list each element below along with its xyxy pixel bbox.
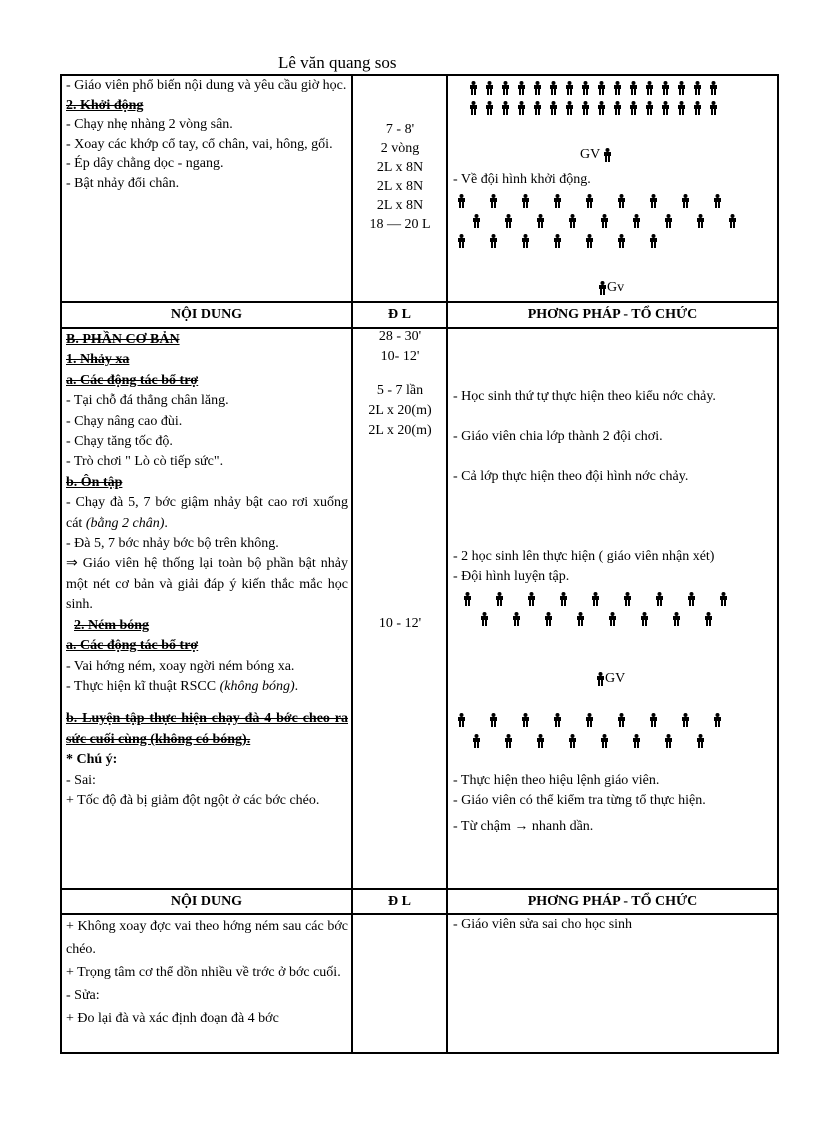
person-icon [617,713,626,727]
dl-value: 2L x 8N [376,179,424,194]
person-icon [504,214,513,228]
person-icon [649,234,658,248]
person-icon [713,194,722,208]
person-icon [596,672,605,686]
person-icon [649,194,658,208]
person-icon [581,81,590,95]
teacher-marker [598,280,624,296]
person-icon [613,101,622,115]
person-icon [533,81,542,95]
header-method: PHƠNG PHÁP - TỔ CHỨC [527,307,698,322]
formation-row [457,233,681,249]
intro-line: - Giáo viên phổ biến nội dung và yêu cầu giờ học. [66,78,347,93]
person-icon [696,734,705,748]
dl-value: 2L x 20(m) [368,403,432,418]
person-icon [504,734,513,748]
person-icon [521,194,530,208]
person-icon [623,592,632,606]
person-icon [597,81,606,95]
person-icon [585,194,594,208]
dl-value: 18 — 20 L [369,217,431,232]
person-icon [469,101,478,115]
person-icon [457,194,466,208]
method-text: - Từ chậm → nhanh dần. [453,819,594,834]
method-text: - Giáo viên có thể kiểm tra từng tổ thực hiện. [453,793,706,808]
method-text: - Học sinh thứ tự thực hiện theo kiểu nớc chảy. [453,389,716,404]
section1-content [66,76,348,193]
person-icon [553,713,562,727]
list-item: - Trò chơi " Lò cò tiếp sức". [66,454,224,470]
row-divider [60,888,779,890]
formation-row [472,213,760,229]
person-icon [565,101,574,115]
person-icon [549,81,558,95]
person-icon [565,81,574,95]
person-icon [649,713,658,727]
person-icon [457,234,466,248]
person-icon [696,214,705,228]
person-icon [681,713,690,727]
person-icon [591,592,600,606]
person-icon [681,194,690,208]
person-icon [617,194,626,208]
person-icon [585,234,594,248]
person-icon [536,214,545,228]
person-icon [501,81,510,95]
person-icon [632,214,641,228]
person-icon [463,592,472,606]
person-icon [693,101,702,115]
dl-value: 10 - 12' [378,616,422,631]
person-icon [632,734,641,748]
person-icon [719,592,728,606]
header-dl: Đ L [388,894,411,909]
person-icon [527,592,536,606]
person-icon [489,194,498,208]
person-icon [693,81,702,95]
person-icon [480,612,489,626]
method-text: - Thực hiện theo hiệu lệnh giáo viên. [453,773,660,788]
person-icon [629,101,638,115]
person-icon [603,148,612,162]
person-icon [608,612,617,626]
subsection-title: b. Luyện tập thực hiện chạy đà 4 bớc cheo ra sức cuối cùng (không có bóng). [66,711,348,747]
section1-dl [356,120,444,234]
person-icon [645,81,654,95]
teacher-label: GV [580,147,600,162]
person-icon [709,101,718,115]
person-icon [664,214,673,228]
person-icon [600,734,609,748]
section2-content [66,330,348,811]
list-item: - Chạy nhẹ nhàng 2 vòng sân. [66,117,233,132]
person-icon [585,713,594,727]
person-icon [600,214,609,228]
list-item: - Chạy tăng tốc độ. [66,434,173,450]
list-item: - Chạy nâng cao đùi. [66,413,183,429]
person-icon [672,612,681,626]
formation-row [463,591,751,607]
list-item: + Tốc độ đà bị giảm đột ngột ở các bớc chéo. [66,792,320,808]
teacher-label: GV [605,671,626,686]
border-bottom [60,1052,779,1054]
subsection-title: 1. Nhảy xa [66,352,130,368]
subsection-title: a. Các động tác bổ trợ [66,638,199,654]
method-text: - Đội hình luyện tập. [453,569,570,584]
dl-value: 7 - 8' [385,122,415,137]
formation-row [480,611,736,627]
header-method: PHƠNG PHÁP - TỔ CHỨC [527,894,698,909]
person-icon [728,214,737,228]
person-icon [536,734,545,748]
person-icon [533,101,542,115]
list-item: + Đo lại đà và xác định đoạn đà 4 bớc [66,1011,279,1026]
person-icon [489,713,498,727]
dl-value: 10- 12' [380,349,420,364]
list-item: - Sửa: [66,988,100,1003]
person-icon [568,214,577,228]
person-icon [664,734,673,748]
person-icon [713,713,722,727]
person-icon [521,234,530,248]
formation-row [469,100,725,116]
person-icon [677,101,686,115]
person-icon [568,734,577,748]
summary: ⇒ Giáo viên hệ thống lại toàn bộ phần bật nhảy một nét cơ bản và giải đáp ý kiến thắc mắc học sinh. [66,556,348,613]
person-icon [495,592,504,606]
person-icon [576,612,585,626]
page-header-author: Lê văn quang sos [278,53,397,72]
list-item: + Không xoay đợc vai theo hớng ném sau các bớc chéo. [66,919,348,957]
dl-value: 2L x 8N [376,198,424,213]
person-icon [485,101,494,115]
formation-row [457,193,745,209]
subsection-title: b. Ôn tập [66,474,123,490]
person-icon [661,101,670,115]
person-icon [661,81,670,95]
header-dl: Đ L [388,307,411,322]
person-icon [677,81,686,95]
person-icon [617,234,626,248]
person-icon [704,612,713,626]
lesson-table [60,74,779,1054]
arrow-right-icon: → [514,819,529,834]
person-icon [472,214,481,228]
list-item: - Thực hiện kĩ thuật RSCC (không bóng). [66,678,299,694]
person-icon [469,81,478,95]
teacher-marker [580,147,612,163]
person-icon [457,713,466,727]
person-icon [613,81,622,95]
person-icon [709,81,718,95]
person-icon [517,101,526,115]
subsection-title: 2. Ném bóng [74,617,150,633]
person-icon [501,101,510,115]
method-text: - Giáo viên sửa sai cho học sinh [453,917,633,932]
person-icon [597,101,606,115]
person-icon [472,734,481,748]
person-icon [598,281,607,295]
person-icon [645,101,654,115]
list-item: - Sai: [66,772,96,788]
list-item: + Trọng tâm cơ thể dồn nhiều về trớc ở bớc cuối. [66,965,341,980]
method-text: - Cả lớp thực hiện theo đội hình nớc chảy. [453,469,689,484]
list-item: - Vai hớng ném, xoay ngời ném bóng xa. [66,658,295,674]
note-title: * Chú ý: [66,752,118,768]
list-item: - Ép dây chằng dọc - ngang. [66,156,224,171]
person-icon [581,101,590,115]
section3-content [66,915,348,1030]
formation-row [469,80,725,96]
warmup-title: 2. Khởi động [66,97,144,113]
person-icon [553,194,562,208]
formation-note: - Về đội hình khởi động. [453,172,591,187]
person-icon [489,234,498,248]
person-icon [512,612,521,626]
header-content: NỘI DUNG [170,307,243,322]
list-item: - Xoay các khớp cổ tay, cổ chân, vai, hông, gối. [66,136,333,152]
subsection-title: a. Các động tác bổ trợ [66,372,199,388]
section2-dl [356,327,444,633]
header-content: NỘI DUNG [170,894,243,909]
dl-value: 2L x 20(m) [368,423,432,438]
dl-value: 2 vòng [380,141,420,156]
dl-value: 2L x 8N [376,160,424,175]
dl-value: 28 - 30' [378,329,422,344]
list-item: - Chạy đà 5, 7 bớc giậm nhảy bật cao rơi xuống cát (bằng 2 chân). [66,495,348,531]
person-icon [549,101,558,115]
person-icon [640,612,649,626]
arrow-icon: ⇒ [66,556,78,572]
person-icon [544,612,553,626]
list-item: - Đà 5, 7 bớc nhảy bớc bộ trên không. [66,536,279,552]
teacher-marker [596,671,625,687]
method-text: - 2 học sinh lên thực hiện ( giáo viên nhận xét) [453,549,715,564]
person-icon [687,592,696,606]
dl-value: 5 - 7 lần [376,383,424,398]
list-item: - Bật nhảy đổi chân. [66,175,180,191]
formation-row [457,712,745,728]
border-right [777,74,779,1054]
list-item: - Tại chỗ đá thẳng chân lăng. [66,393,229,409]
person-icon [655,592,664,606]
teacher-label: Gv [607,280,625,295]
method-text: - Giáo viên chia lớp thành 2 đội chơi. [453,429,663,444]
person-icon [521,713,530,727]
person-icon [559,592,568,606]
row-divider [60,301,779,303]
person-icon [629,81,638,95]
person-icon [553,234,562,248]
person-icon [485,81,494,95]
part-title: B. PHẦN CƠ BẢN [66,332,180,347]
person-icon [517,81,526,95]
formation-row [472,733,728,749]
